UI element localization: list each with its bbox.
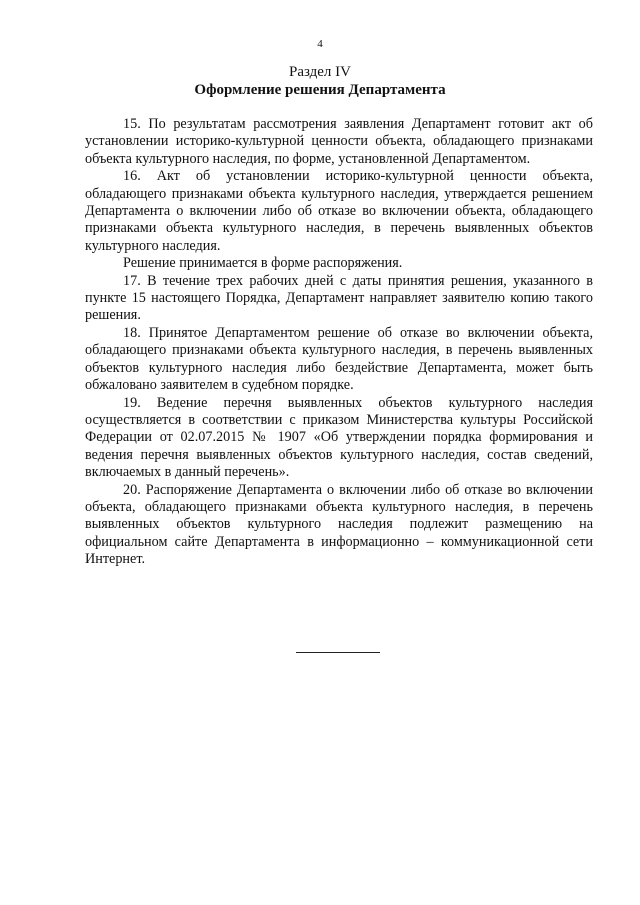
section-title: Оформление решения Департамента	[194, 82, 446, 98]
paragraph-20: 20. Распоряжение Департамента о включении либо об отказе во включении объекта, обладающего признаками объекта культурного наследия, в перечень выявленных объектов культурного наследия подлежит размещению на официальном сайте Департамента в информационно – коммуникационной сети Интернет.	[85, 481, 593, 568]
paragraph-17: 17. В течение трех рабочих дней с даты принятия решения, указанного в пункте 15 настоящего Порядка, Департамент направляет заявителю копию такого решения.	[85, 272, 593, 324]
end-separator-line	[296, 652, 380, 653]
page-number: 4	[317, 38, 323, 50]
paragraph-15: 15. По результатам рассмотрения заявления Департамент готовит акт об установлении историко-культурной ценности объекта, обладающего признаками объекта культурного наследия, по форме, установленной Департаментом.	[85, 116, 593, 167]
paragraph-decision-form: Решение принимается в форме распоряжения.	[123, 255, 403, 272]
paragraph-19: 19. Ведение перечня выявленных объектов культурного наследия осуществляется в соответствии с приказом Министерства культуры Российской Федерации от 02.07.2015 № 1907 «Об утверждении порядка формирования и ведения перечня выявленных объектов культурного наследия, состав сведений, включаемых в данный перечень».	[85, 394, 593, 481]
paragraph-16: 16. Акт об установлении историко-культурной ценности объекта, обладающего признаками объекта культурного наследия, утверждается решением Департамента о включении либо об отказе во включении объекта, обладающего признаками объекта культурного наследия, в перечень выявленных объектов культурного наследия.	[85, 168, 593, 254]
paragraph-18: 18. Принятое Департаментом решение об отказе во включении объекта, обладающего признаками объекта культурного наследия, в перечень выявленных объектов культурного наследия либо бездействие Департамента, может быть обжаловано заявителем в судебном порядке.	[85, 324, 593, 394]
document-body	[85, 116, 593, 569]
section-label: Раздел IV	[288, 64, 351, 80]
